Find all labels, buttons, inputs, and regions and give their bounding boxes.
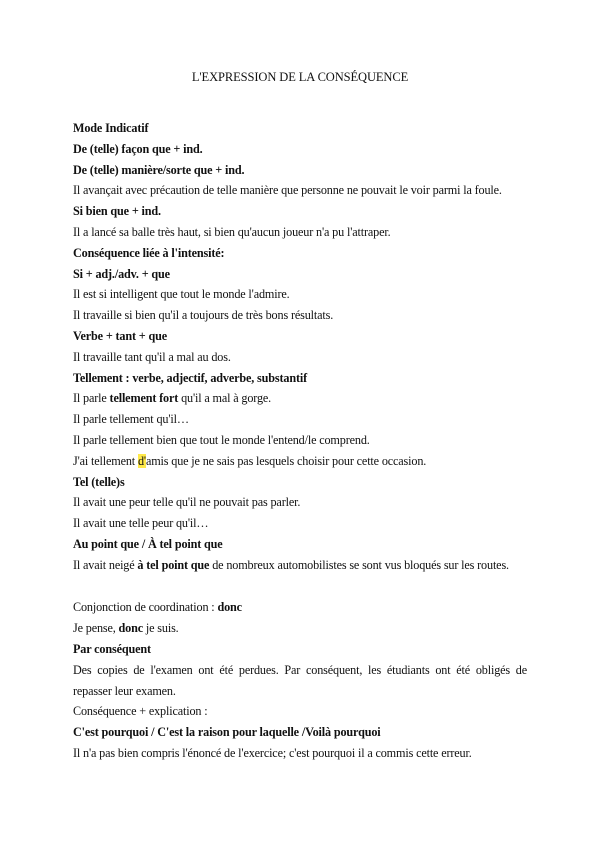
text-bold-segment: tellement fort [109, 391, 179, 405]
example-si-1: Il est si intelligent que tout le monde l'admire. [73, 287, 290, 301]
example-tel-2: Il avait une telle peur qu'il… [73, 516, 209, 530]
text-segment: Conjonction de coordination : [73, 600, 218, 614]
example-tellement-3: Il parle tellement bien que tout le monde l'entend/le comprend. [73, 433, 370, 447]
text-segment: amis que je ne sais pas lesquels choisir pour cette occasion. [145, 454, 427, 468]
text-bold-segment: à tel point que [137, 558, 210, 572]
text-segment: qu'il a mal à gorge. [178, 391, 272, 405]
text-segment: de nombreux automobilistes se sont vus bloqués sur les routes. [209, 558, 509, 572]
highlighted-text: d' [137, 454, 146, 468]
example-maniere: Il avançait avec précaution de telle manière que personne ne pouvait le voir parmi la foule. [73, 183, 502, 197]
example-tellement-2: Il parle tellement qu'il… [73, 412, 189, 426]
heading-si-bien-que: Si bien que + ind. [73, 204, 161, 218]
heading-par-consequent: Par conséquent [73, 642, 151, 656]
example-au-point-que [73, 558, 509, 573]
heading-tellement: Tellement : verbe, adjectif, adverbe, substantif [73, 371, 308, 385]
example-tel-1: Il avait une peur telle qu'il ne pouvait pas parler. [73, 495, 301, 509]
heading-mode-indicatif: Mode Indicatif [73, 121, 149, 135]
text-segment: J'ai tellement [73, 454, 138, 468]
example-si-bien-que: Il a lancé sa balle très haut, si bien qu'aucun joueur n'a pu l'attraper. [73, 225, 391, 239]
heading-si-adj-adv: Si + adj./adv. + que [73, 267, 170, 281]
heading-verbe-tant: Verbe + tant + que [73, 329, 168, 343]
conjonction-line [73, 600, 242, 615]
text-bold-segment: donc [118, 621, 144, 635]
heading-cest-pourquoi: C'est pourquoi / C'est la raison pour laquelle /Voilà pourquoi [73, 725, 381, 739]
text-bold-segment: donc [217, 600, 242, 614]
text-segment: Il avait neigé [73, 558, 138, 572]
heading-de-telle-facon: De (telle) façon que + ind. [73, 142, 203, 156]
example-si-2: Il travaille si bien qu'il a toujours de très bons résultats. [73, 308, 334, 322]
page-title: L'EXPRESSION DE LA CONSÉQUENCE [191, 70, 409, 84]
example-tellement-1 [73, 391, 271, 406]
example-par-consequent: Des copies de l'examen ont été perdues. Par conséquent, les étudiants ont été obligés de repasser leur examen. [73, 663, 527, 698]
text-segment: Je pense, [73, 621, 119, 635]
text-segment: je suis. [143, 621, 179, 635]
heading-tel-telle: Tel (telle)s [73, 475, 125, 489]
example-cest-pourquoi: Il n'a pas bien compris l'énoncé de l'exercice; c'est pourquoi il a commis cette erreur. [73, 746, 472, 760]
example-tant: Il travaille tant qu'il a mal au dos. [73, 350, 231, 364]
text-segment: Il parle [73, 391, 110, 405]
example-tellement-4 [73, 454, 426, 469]
heading-intensite: Conséquence liée à l'intensité: [73, 246, 225, 260]
heading-au-point-que: Au point que / À tel point que [73, 537, 223, 551]
heading-de-telle-maniere: De (telle) manière/sorte que + ind. [73, 163, 245, 177]
heading-consequence-explication: Conséquence + explication : [73, 704, 208, 718]
example-donc [73, 621, 179, 636]
